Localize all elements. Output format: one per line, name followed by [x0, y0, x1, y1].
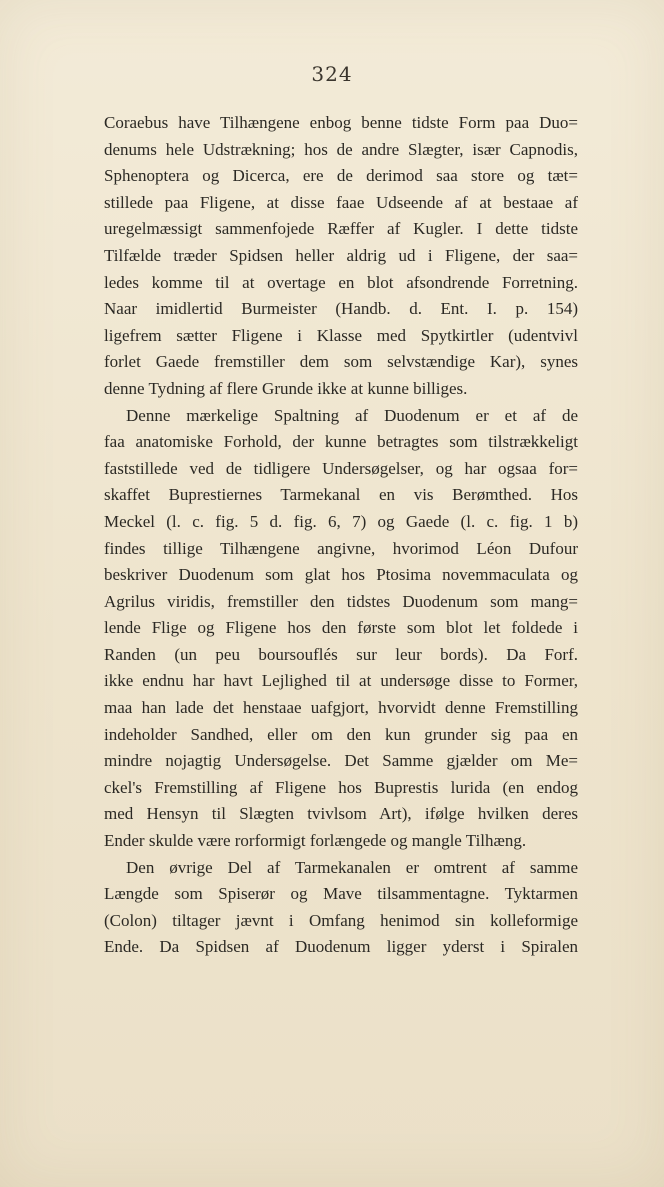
text-line: Naar imidlertid Burmeister (Handb. d. Ent. I. p. 154): [104, 299, 578, 319]
text-line: maa han lade det henstaae uafgjort, hvorvidt denne Fremstilling: [104, 698, 578, 718]
text-line: Coraebus have Tilhængene enbog benne tidste Form paa Duo=: [104, 113, 578, 132]
text-line: denne Tydning af flere Grunde ikke at kunne billiges.: [104, 378, 468, 398]
text-line: Den øvrige Del af Tarmekanalen er omtrent af samme: [126, 857, 578, 877]
text-line: Tilfælde træder Spidsen heller aldrig ud i Fligene, der saa=: [104, 245, 578, 265]
text-line: ckel's Fremstilling af Fligene hos Buprestis lurida (en endog: [104, 777, 578, 797]
text-line: findes tillige Tilhængene angivne, hvorimod Léon Dufour: [104, 538, 578, 558]
text-line: ligefrem sætter Fligene i Klasse med Spytkirtler (udentvivl: [104, 325, 578, 345]
text-line: faststillede ved de tidligere Undersøgelser, og har ogsaa for=: [104, 458, 578, 478]
page-number: 324: [311, 62, 353, 86]
text-line: stillede paa Fligene, at disse faae Udseende af at bestaae af: [104, 192, 578, 212]
text-line: (Colon) tiltager jævnt i Omfang henimod sin kolleformige: [104, 910, 578, 930]
text-line: Længde som Spiserør og Mave tilsammentagne. Tyktarmen: [104, 884, 578, 904]
text-line: beskriver Duodenum som glat hos Ptosima novemmaculata og: [104, 565, 578, 585]
text-line: lende Flige og Fligene hos den første som blot let foldede i: [104, 618, 578, 638]
text-line: Ende. Da Spidsen af Duodenum ligger yderst i Spiralen: [104, 937, 578, 957]
text-line: ikke endnu har havt Lejlighed til at undersøge disse to Former,: [104, 671, 578, 691]
text-line: uregelmæssigt sammenfojede Ræffer af Kugler. I dette tidste: [104, 219, 578, 239]
text-line: Agrilus viridis, fremstiller den tidstes Duodenum som mang=: [104, 591, 578, 611]
text-line: Randen (un peu boursouflés sur leur bords). Da Forf.: [104, 644, 578, 664]
text-line: Ender skulde være rorformigt forlængede og mangle Tilhæng.: [104, 831, 527, 851]
text-line: Denne mærkelige Spaltning af Duodenum er et af de: [126, 405, 578, 425]
text-line: indeholder Sandhed, eller om den kun grunder sig paa en: [104, 724, 578, 744]
text-line: faa anatomiske Forhold, der kunne betragtes som tilstrækkeligt: [104, 432, 578, 452]
text-line: Sphenoptera og Dicerca, ere de derimod saa store og tæt=: [104, 166, 578, 186]
text-line: mindre nojagtig Undersøgelse. Det Samme gjælder om Me=: [104, 751, 578, 771]
text-line: skaffet Buprestiernes Tarmekanal en vis Berømthed. Hos: [104, 485, 578, 505]
text-line: Meckel (l. c. fig. 5 d. fig. 6, 7) og Gaede (l. c. fig. 1 b): [104, 511, 578, 531]
text-line: ledes komme til at overtage en blot afsondrende Forretning.: [104, 272, 578, 292]
body-text: [104, 110, 578, 961]
text-line: denums hele Udstrækning; hos de andre Slægter, især Capnodis,: [104, 139, 578, 159]
text-line: forlet Gaede fremstiller dem som selvstændige Kar), synes: [104, 352, 578, 372]
text-line: med Hensyn til Slægten tvivlsom Art), ifølge hvilken deres: [104, 804, 578, 824]
